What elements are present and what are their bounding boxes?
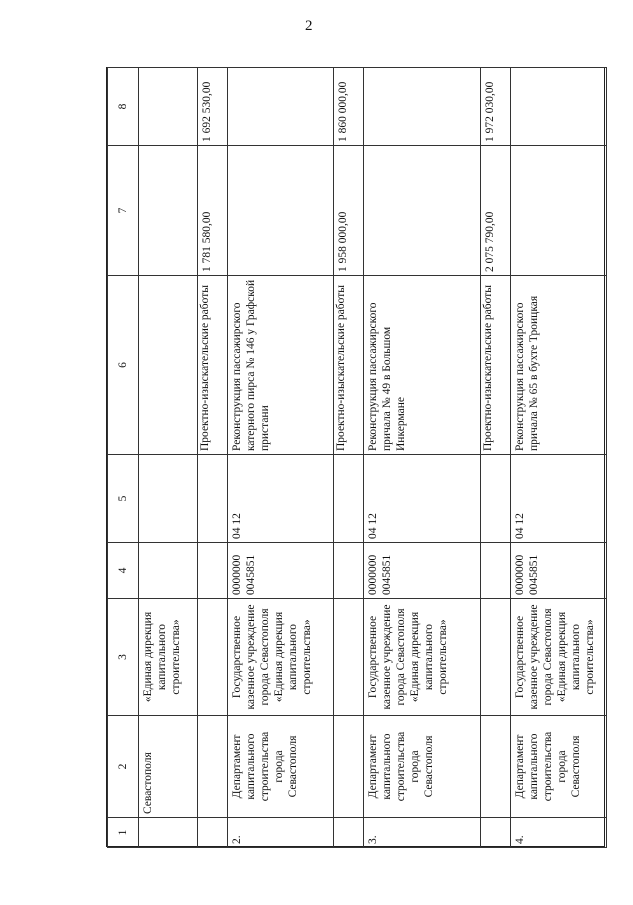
table-row <box>139 68 198 848</box>
row-number <box>334 818 364 848</box>
department-cell: Департамент капитального строительства города Севастополя <box>364 716 481 818</box>
section-cell: 04 12 <box>364 455 481 543</box>
table-row <box>481 68 511 848</box>
code-cell <box>334 543 364 599</box>
rotated-table-frame <box>107 68 606 848</box>
work-type-cell: Проектно-изыскательские работы <box>198 276 228 455</box>
table-row <box>334 68 364 848</box>
work-type-cell: Проектно-изыскательские работы <box>334 276 364 455</box>
table-row <box>198 68 228 848</box>
row-number: 2. <box>228 818 334 848</box>
object-cell: Реконструкция пассажирского причала № 65 в бухте Троицкая <box>511 276 607 455</box>
code-cell: 0000000 0045851 <box>511 543 607 599</box>
department-cell: Департамент капитального строительства города Севастополя <box>511 716 607 818</box>
amount-cell <box>228 68 334 146</box>
department-cell <box>481 716 511 818</box>
column-header: 7 <box>108 146 139 276</box>
work-type-cell: Проектно-изыскательские работы <box>481 276 511 455</box>
institution-cell <box>198 599 228 716</box>
department-cell: Департамент капитального строительства города Севастополя <box>228 716 334 818</box>
row-number <box>139 818 198 848</box>
row-number: 3. <box>364 818 481 848</box>
row-number <box>481 818 511 848</box>
institution-cell <box>481 599 511 716</box>
institution-cell: Государственное казенное учреждение города Севастополя «Единая дирекция капитального строительства» <box>511 599 607 716</box>
object-cell: Реконструкция пассажирского катерного пирса № 146 у Графской пристани <box>228 276 334 455</box>
section-cell: 04 12 <box>511 455 607 543</box>
institution-cell: Государственное казенное учреждение города Севастополя «Единая дирекция капитального строительства» <box>228 599 334 716</box>
section-cell <box>334 455 364 543</box>
column-header: 1 <box>108 818 139 848</box>
budget-table <box>107 67 607 848</box>
column-header: 2 <box>108 716 139 818</box>
amount-cell: 1 972 030,00 <box>481 68 511 146</box>
row-number: 4. <box>511 818 607 848</box>
code-cell <box>198 543 228 599</box>
table-row <box>364 68 481 848</box>
section-cell <box>481 455 511 543</box>
institution-cell: «Единая дирекция капитального строительства» <box>139 599 198 716</box>
amount-cell: 2 075 790,00 <box>481 146 511 276</box>
amount-cell <box>139 68 198 146</box>
column-header: 4 <box>108 543 139 599</box>
department-cell: Севастополя <box>139 716 198 818</box>
amount-cell: 1 958 000,00 <box>334 146 364 276</box>
row-number <box>198 818 228 848</box>
institution-cell <box>334 599 364 716</box>
object-cell <box>139 276 198 455</box>
column-header: 6 <box>108 276 139 455</box>
amount-cell <box>228 146 334 276</box>
amount-cell <box>364 146 481 276</box>
code-cell: 0000000 0045851 <box>228 543 334 599</box>
column-number-row <box>108 68 139 848</box>
column-header: 8 <box>108 68 139 146</box>
amount-cell: 1 860 000,00 <box>334 68 364 146</box>
institution-cell: Государственное казенное учреждение города Севастополя «Единая дирекция капитального строительства» <box>364 599 481 716</box>
amount-cell: 1 781 580,00 <box>198 146 228 276</box>
table-row <box>228 68 334 848</box>
column-header: 3 <box>108 599 139 716</box>
table-container <box>106 67 605 847</box>
section-cell: 04 12 <box>228 455 334 543</box>
amount-cell <box>511 68 607 146</box>
page-number: 2 <box>305 18 313 34</box>
code-cell <box>481 543 511 599</box>
amount-cell: 1 692 530,00 <box>198 68 228 146</box>
section-cell <box>198 455 228 543</box>
department-cell <box>334 716 364 818</box>
amount-cell <box>511 146 607 276</box>
code-cell: 0000000 0045851 <box>364 543 481 599</box>
amount-cell <box>364 68 481 146</box>
code-cell <box>139 543 198 599</box>
amount-cell <box>139 146 198 276</box>
section-cell <box>139 455 198 543</box>
object-cell: Реконструкция пассажирского причала № 49 в Большом Инкермане <box>364 276 481 455</box>
column-header: 5 <box>108 455 139 543</box>
table-row <box>511 68 607 848</box>
department-cell <box>198 716 228 818</box>
